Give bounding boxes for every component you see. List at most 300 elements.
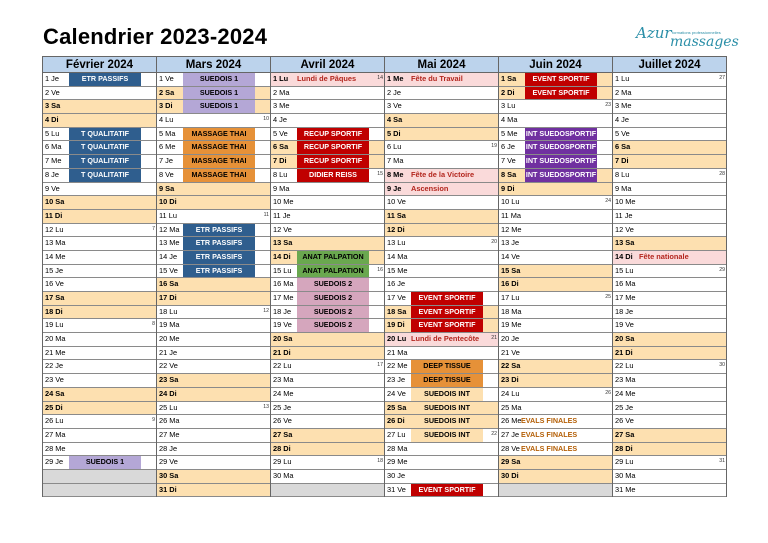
holiday-label: Fête nationale	[639, 251, 689, 261]
day-label: 2 Ma	[273, 87, 290, 97]
day-label: 25 Ma	[501, 402, 522, 412]
day-cell	[385, 443, 498, 457]
day-cell	[271, 429, 384, 443]
day-label: 9 Di	[501, 183, 515, 193]
month-column	[613, 57, 727, 497]
day-label: 8 Je	[45, 169, 59, 179]
day-label: 23 Ve	[45, 375, 64, 385]
day-cell	[499, 73, 612, 87]
day-label: 28 Ma	[387, 443, 408, 453]
event-block: EVENT SPORTIF	[411, 319, 483, 332]
day-cell	[157, 141, 270, 155]
day-cell	[499, 292, 612, 306]
day-label: 17 Sa	[45, 293, 65, 302]
day-label: 14 Ve	[501, 251, 520, 261]
day-label: 27 Sa	[273, 429, 293, 439]
day-cell	[385, 306, 498, 320]
day-label: 19 Di	[387, 320, 405, 330]
day-label: 24 Ve	[387, 388, 406, 398]
day-cell	[271, 155, 384, 169]
day-cell	[385, 100, 498, 114]
day-cell	[499, 169, 612, 183]
week-number: 7	[152, 225, 155, 232]
event-block: ANAT PALPATION	[297, 265, 369, 278]
day-label: 4 Ma	[501, 115, 518, 125]
day-cell	[499, 470, 612, 484]
day-label: 27 Me	[159, 429, 180, 439]
day-label: 3 Me	[273, 101, 290, 111]
day-cell	[271, 128, 384, 142]
day-cell	[499, 114, 612, 128]
day-label: 28 Di	[273, 443, 291, 453]
day-cell	[613, 100, 726, 114]
day-label: 14 Me	[45, 251, 66, 261]
day-label: 16 Di	[501, 279, 519, 289]
month-column	[157, 57, 271, 497]
day-label: 4 Je	[615, 115, 629, 125]
day-cell	[157, 196, 270, 210]
day-label: 29 Sa	[501, 457, 521, 467]
day-label: 11 Ma	[501, 210, 521, 220]
day-label: 28 Me	[45, 443, 66, 453]
day-label: 14 Ma	[387, 251, 408, 261]
day-cell	[157, 388, 270, 402]
holiday-label: Lundi de Pentecôte	[411, 334, 480, 344]
month-header: Avril 2024	[271, 57, 384, 73]
day-label: 3 Ve	[387, 101, 402, 111]
day-cell	[157, 456, 270, 470]
day-cell	[613, 237, 726, 251]
day-cell	[385, 141, 498, 155]
day-cell	[499, 87, 612, 101]
day-cell	[271, 470, 384, 484]
page-title: Calendrier 2023-2024	[43, 24, 268, 49]
day-label: 28 Je	[159, 443, 178, 453]
week-number: 25	[605, 294, 611, 300]
day-cell	[271, 388, 384, 402]
day-label: 7 Ve	[501, 156, 516, 166]
day-cell	[43, 278, 156, 292]
day-cell	[499, 251, 612, 265]
day-cell	[157, 470, 270, 484]
day-label: 7 Je	[159, 156, 173, 166]
day-label: 31 Di	[159, 484, 177, 494]
day-cell	[385, 429, 498, 443]
day-cell	[157, 100, 270, 114]
day-label: 10 Me	[273, 197, 294, 207]
event-block: MASSAGE THAI	[183, 155, 255, 168]
day-label: 5 Ve	[273, 128, 288, 138]
day-label: 17 Di	[159, 293, 177, 302]
event-block: EVENT SPORTIF	[411, 292, 483, 305]
day-label: 11 Je	[273, 210, 291, 220]
day-cell	[43, 114, 156, 128]
empty-cell	[499, 484, 612, 498]
week-number: 18	[377, 458, 383, 465]
day-cell	[613, 484, 726, 498]
day-cell	[499, 347, 612, 361]
event-block: SUEDOIS INT	[411, 415, 483, 428]
event-block: T QUALITATIF	[69, 169, 141, 182]
day-cell	[43, 402, 156, 416]
day-cell	[43, 224, 156, 238]
day-label: 8 Ve	[159, 169, 174, 179]
day-cell	[157, 374, 270, 388]
day-label: 19 Ve	[615, 320, 634, 330]
day-label: 26 Ve	[615, 416, 634, 426]
day-cell	[157, 402, 270, 416]
day-cell	[613, 141, 726, 155]
month-column	[43, 57, 157, 497]
day-cell	[271, 73, 384, 87]
week-number: 13	[263, 403, 269, 410]
day-cell	[613, 155, 726, 169]
day-label: 5 Ma	[159, 128, 176, 138]
day-label: 25 Je	[615, 402, 634, 412]
week-number: 23	[605, 102, 611, 109]
day-label: 27 Lu	[387, 429, 406, 439]
logo-top-text: Azur	[636, 24, 672, 42]
day-label: 18 Sa	[387, 306, 407, 316]
day-cell	[157, 128, 270, 142]
day-cell	[385, 415, 498, 429]
day-cell	[43, 374, 156, 388]
day-label: 18 Di	[45, 306, 63, 316]
day-cell	[271, 196, 384, 210]
day-cell	[385, 87, 498, 101]
day-cell	[157, 347, 270, 361]
day-cell	[385, 484, 498, 498]
day-label: 11 Lu	[159, 210, 177, 220]
day-label: 26 Lu	[45, 416, 64, 426]
day-label: 17 Lu	[501, 293, 520, 302]
day-cell	[385, 265, 498, 279]
day-label: 19 Me	[501, 320, 522, 330]
day-label: 6 Me	[159, 142, 176, 152]
day-label: 30 Ma	[273, 470, 294, 480]
day-label: 24 Di	[159, 388, 177, 398]
day-cell	[43, 443, 156, 457]
event-block: DEEP TISSUE	[411, 360, 483, 373]
day-cell	[157, 210, 270, 224]
day-cell	[157, 73, 270, 87]
day-label: 11 Je	[615, 210, 633, 220]
day-label: 22 Je	[45, 361, 64, 371]
day-label: 23 Ma	[273, 375, 294, 385]
day-cell	[613, 210, 726, 224]
week-number: 30	[719, 362, 725, 369]
day-label: 24 Sa	[45, 388, 65, 398]
day-cell	[43, 196, 156, 210]
day-label: 30 Ma	[615, 470, 636, 480]
day-cell	[499, 183, 612, 197]
day-cell	[613, 402, 726, 416]
day-label: 3 Di	[159, 101, 173, 111]
day-cell	[613, 347, 726, 361]
day-cell	[43, 292, 156, 306]
day-label: 18 Je	[273, 306, 292, 316]
month-column	[271, 57, 385, 497]
month-header: Juillet 2024	[613, 57, 726, 73]
day-label: 2 Ve	[45, 87, 60, 97]
month-column	[499, 57, 613, 497]
day-cell	[157, 306, 270, 320]
day-label: 28 Ve	[501, 443, 520, 453]
day-cell	[499, 210, 612, 224]
event-block: EVENT SPORTIF	[525, 87, 597, 100]
day-label: 10 Ve	[387, 197, 406, 207]
day-label: 3 Me	[615, 101, 632, 111]
holiday-label: Ascension	[411, 183, 449, 193]
day-cell	[385, 360, 498, 374]
day-label: 12 Lu	[45, 224, 64, 234]
day-label: 13 Me	[159, 238, 180, 248]
day-label: 26 Ma	[159, 416, 180, 426]
day-label: 22 Sa	[501, 361, 521, 371]
day-label: 12 Me	[501, 224, 522, 234]
day-label: 23 Ma	[615, 375, 636, 385]
day-label: 7 Di	[273, 156, 287, 166]
day-label: 21 Ma	[387, 347, 408, 357]
day-cell	[613, 360, 726, 374]
holiday-label: Fête de la Victoire	[411, 169, 475, 179]
day-label: 31 Me	[615, 484, 636, 494]
day-label: 16 Ve	[45, 279, 64, 289]
day-cell	[271, 443, 384, 457]
day-cell	[613, 470, 726, 484]
day-cell	[499, 128, 612, 142]
day-label: 6 Sa	[273, 142, 289, 152]
day-label: 22 Me	[387, 361, 408, 371]
day-label: 21 Me	[45, 347, 66, 357]
day-cell	[613, 374, 726, 388]
day-label: 1 Sa	[501, 74, 517, 83]
day-label: 5 Lu	[45, 128, 60, 138]
day-label: 2 Di	[501, 87, 515, 97]
day-label: 19 Lu	[45, 320, 64, 330]
event-block: MASSAGE THAI	[183, 169, 255, 182]
day-cell	[157, 87, 270, 101]
event-block: SUEDOIS 2	[297, 306, 369, 319]
event-block: INT SUEDOSPORTIF	[525, 128, 597, 141]
day-label: 27 Sa	[615, 429, 635, 439]
event-block: EVALS FINALES	[521, 416, 578, 426]
day-label: 1 Me	[387, 74, 404, 83]
day-cell	[385, 128, 498, 142]
day-label: 20 Je	[501, 334, 520, 344]
empty-cell	[43, 470, 156, 484]
day-label: 21 Ve	[501, 347, 520, 357]
day-cell	[43, 456, 156, 470]
day-label: 26 Me	[501, 416, 522, 426]
day-cell	[613, 306, 726, 320]
day-cell	[271, 100, 384, 114]
week-number: 24	[605, 198, 611, 205]
week-number: 31	[719, 458, 725, 465]
day-label: 1 Ve	[159, 74, 174, 83]
day-cell	[499, 456, 612, 470]
day-cell	[271, 141, 384, 155]
day-cell	[157, 265, 270, 279]
day-cell	[157, 183, 270, 197]
day-cell	[43, 251, 156, 265]
day-cell	[43, 319, 156, 333]
day-cell	[385, 73, 498, 87]
day-label: 11 Di	[45, 210, 63, 220]
day-label: 7 Di	[615, 156, 629, 166]
day-label: 17 Ve	[387, 293, 406, 302]
day-cell	[613, 292, 726, 306]
day-cell	[613, 319, 726, 333]
day-cell	[385, 388, 498, 402]
day-label: 14 Di	[273, 251, 291, 261]
day-label: 3 Lu	[501, 101, 516, 111]
day-cell	[157, 114, 270, 128]
day-cell	[385, 183, 498, 197]
event-block: EVENT SPORTIF	[411, 306, 483, 319]
day-label: 30 Je	[387, 470, 406, 480]
day-cell	[499, 265, 612, 279]
holiday-label: Lundi de Pâques	[297, 74, 357, 83]
day-cell	[613, 87, 726, 101]
day-label: 11 Sa	[387, 210, 406, 220]
day-cell	[271, 456, 384, 470]
day-label: 29 Lu	[273, 457, 292, 467]
day-cell	[43, 415, 156, 429]
event-block: SUEDOIS 1	[183, 100, 255, 113]
day-label: 18 Ma	[501, 306, 522, 316]
event-block: MASSAGE THAI	[183, 141, 255, 154]
day-cell	[385, 237, 498, 251]
week-number: 20	[491, 239, 497, 246]
day-label: 7 Me	[45, 156, 62, 166]
day-label: 9 Ve	[45, 183, 60, 193]
week-number: 16	[377, 266, 383, 273]
day-label: 13 Lu	[387, 238, 406, 248]
day-cell	[43, 87, 156, 101]
day-cell	[385, 333, 498, 347]
day-label: 21 Je	[159, 347, 178, 357]
day-cell	[43, 141, 156, 155]
day-cell	[385, 319, 498, 333]
day-cell	[613, 456, 726, 470]
day-cell	[157, 333, 270, 347]
day-cell	[271, 265, 384, 279]
day-label: 26 Di	[387, 416, 405, 426]
week-number: 10	[263, 116, 269, 123]
day-cell	[157, 319, 270, 333]
day-label: 13 Sa	[615, 238, 635, 248]
day-label: 18 Lu	[159, 306, 178, 316]
day-cell	[43, 210, 156, 224]
week-number: 8	[152, 321, 155, 328]
day-label: 13 Je	[501, 238, 520, 248]
day-label: 28 Di	[615, 443, 633, 453]
day-label: 15 Sa	[501, 265, 521, 275]
day-label: 8 Lu	[273, 169, 288, 179]
event-block: RECUP SPORTIF	[297, 128, 369, 141]
day-label: 8 Sa	[501, 169, 517, 179]
day-cell	[43, 155, 156, 169]
day-label: 9 Sa	[159, 183, 175, 193]
day-cell	[43, 333, 156, 347]
day-cell	[613, 429, 726, 443]
day-cell	[499, 100, 612, 114]
day-cell	[157, 278, 270, 292]
day-cell	[499, 224, 612, 238]
event-block: EVALS FINALES	[521, 443, 578, 453]
day-cell	[157, 415, 270, 429]
day-cell	[385, 374, 498, 388]
day-label: 12 Ve	[615, 224, 634, 234]
event-block: SUEDOIS 2	[297, 319, 369, 332]
day-cell	[43, 306, 156, 320]
day-label: 6 Ma	[45, 142, 62, 152]
day-cell	[271, 278, 384, 292]
day-label: 15 Lu	[615, 265, 634, 275]
day-cell	[157, 292, 270, 306]
event-block: SUEDOIS 1	[183, 73, 255, 86]
event-block: ETR PASSIFS	[183, 224, 255, 237]
event-block: EVENT SPORTIF	[411, 484, 483, 497]
day-label: 20 Lu	[387, 334, 407, 344]
day-cell	[271, 360, 384, 374]
day-label: 1 Lu	[615, 74, 630, 83]
day-label: 16 Sa	[159, 279, 179, 289]
day-label: 22 Lu	[273, 361, 292, 371]
day-label: 29 Ve	[159, 457, 178, 467]
day-label: 14 Je	[159, 251, 178, 261]
event-block: ETR PASSIFS	[183, 237, 255, 250]
day-label: 19 Ma	[159, 320, 180, 330]
day-cell	[271, 306, 384, 320]
event-block: SUEDOIS 2	[297, 292, 369, 305]
day-label: 19 Ve	[273, 320, 292, 330]
day-label: 15 Ve	[159, 265, 178, 275]
day-cell	[271, 347, 384, 361]
day-cell	[499, 306, 612, 320]
day-cell	[385, 347, 498, 361]
event-block: DIDIER REISS	[297, 169, 369, 182]
day-label: 23 Di	[501, 375, 519, 385]
day-cell	[499, 333, 612, 347]
day-label: 25 Je	[273, 402, 292, 412]
event-block: T QUALITATIF	[69, 128, 141, 141]
day-cell	[613, 415, 726, 429]
day-cell	[157, 169, 270, 183]
day-label: 2 Ma	[615, 87, 632, 97]
day-label: 20 Ma	[45, 334, 66, 344]
day-label: 30 Di	[501, 470, 519, 480]
day-cell	[43, 128, 156, 142]
day-label: 20 Sa	[615, 334, 635, 344]
day-label: 17 Me	[615, 293, 636, 302]
holiday-label: Fête du Travail	[411, 74, 463, 83]
day-label: 17 Me	[273, 293, 294, 302]
day-label: 5 Me	[501, 128, 518, 138]
day-label: 10 Sa	[45, 197, 65, 207]
day-cell	[613, 265, 726, 279]
day-label: 4 Lu	[159, 115, 174, 125]
day-cell	[499, 141, 612, 155]
event-block: EVALS FINALES	[521, 429, 578, 439]
day-cell	[271, 374, 384, 388]
day-cell	[385, 196, 498, 210]
day-label: 29 Me	[387, 457, 408, 467]
day-cell	[613, 333, 726, 347]
event-block: SUEDOIS INT	[411, 402, 483, 415]
day-cell	[613, 278, 726, 292]
